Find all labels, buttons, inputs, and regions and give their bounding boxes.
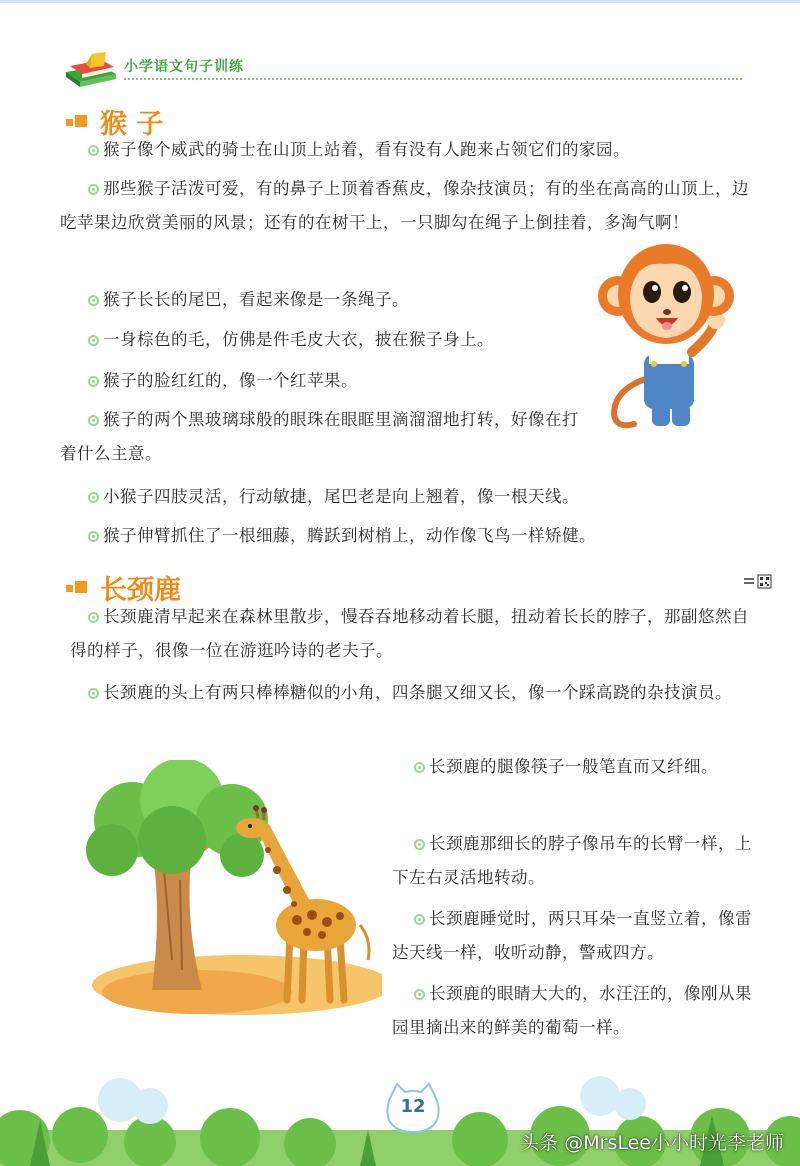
monkey-sentence-5: 猴子的脸红红的，像一个红苹果。 (70, 364, 570, 398)
bullet-icon (88, 376, 99, 387)
monkey-sentence-1: 猴子像个威武的骑士在山顶上站着，看有没有人跑来占领它们的家园。 (70, 133, 750, 167)
bullet-icon (88, 145, 99, 156)
giraffe-sentence-4: 长颈鹿那细长的脖子像吊车的长臂一样，上下左右灵活地转动。 (392, 834, 752, 887)
monkey-sentence-7: 小猴子四肢灵活，行动敏捷，尾巴老是向上翘着，像一根天线。 (70, 480, 750, 514)
bullet-icon (88, 415, 99, 426)
bullet-icon (414, 989, 425, 1000)
bullet-icon (414, 762, 425, 773)
bullet-icon (414, 839, 425, 850)
monkey-sentence-8: 猴子伸臂抓住了一根细藤，腾跃到树梢上，动作像飞鸟一样矫健。 (70, 519, 750, 553)
giraffe-sentence-5: 长颈鹿睡觉时，两只耳朵一直竖立着，像雷达天线一样，收听动静，警戒四方。 (392, 909, 752, 962)
bullet-icon (88, 492, 99, 503)
bullet-icon (88, 295, 99, 306)
page-number: 12 (400, 1096, 426, 1117)
giraffe-sentence-2: 长颈鹿的头上有两只棒棒糖似的小角，四条腿又细又长，像一个踩高跷的杂技演员。 (70, 676, 750, 710)
section-title-text: 长颈鹿 (100, 575, 181, 606)
page-top-line (0, 0, 800, 3)
bullet-icon (88, 612, 99, 623)
qr-code-icon (744, 574, 772, 590)
bullet-icon (88, 531, 99, 542)
giraffe-sentence-3: 长颈鹿的腿像筷子一般笔直而又纤细。 (392, 750, 752, 784)
page-header (62, 50, 742, 90)
giraffe-sentence-1: 长颈鹿清早起来在森林里散步，慢吞吞地移动着长腿，扭动着长长的脖子，那副悠然自得的样子，很像一位在游逛吟诗的老夫子。 (70, 607, 749, 660)
bullet-icon (414, 914, 425, 925)
monkey-sentence-6: 猴子的两个黑玻璃球般的眼珠在眼眶里滴溜溜地打转，好像在打着什么主意。 (60, 410, 579, 463)
books-icon (62, 50, 120, 90)
monkey-sentence-4: 一身棕色的毛，仿佛是件毛皮大衣，披在猴子身上。 (70, 323, 570, 357)
bullet-icon (88, 688, 99, 699)
section-title-text: 猴 子 (100, 109, 164, 140)
bullet-icon (88, 184, 99, 195)
giraffe-sentence-6: 长颈鹿的眼睛大大的，水汪汪的，像刚从果园里摘出来的鲜美的葡萄一样。 (392, 984, 752, 1037)
header-dotted-rule (124, 78, 742, 80)
title-marker-icon (66, 112, 90, 132)
watermark: 头条 @MrsLee小小时光李老师 (520, 1132, 784, 1154)
bullet-icon (88, 335, 99, 346)
title-marker-icon (66, 578, 90, 598)
monkey-sentence-3: 猴子长长的尾巴，看起来像是一条绳子。 (70, 283, 570, 317)
monkey-sentence-2: 那些猴子活泼可爱，有的鼻子上顶着香蕉皮，像杂技演员；有的坐在高高的山顶上，边吃苹果边欣赏美丽的风景；还有的在树干上，一只脚勾在绳子上倒挂着，多淘气啊！ (60, 179, 749, 232)
giraffe-tree-illustration (72, 760, 382, 1032)
monkey-illustration (594, 234, 744, 434)
series-title: 小学语文句子训练 (124, 59, 244, 75)
